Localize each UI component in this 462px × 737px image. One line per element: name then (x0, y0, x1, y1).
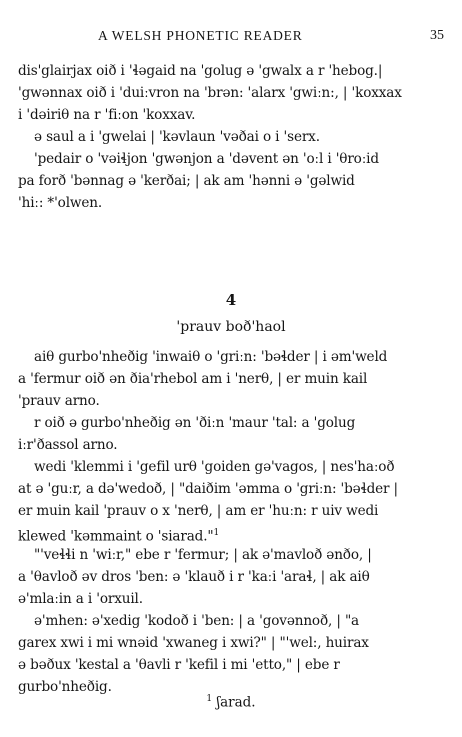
section-title: 'prauv boð'haol (176, 319, 286, 335)
text-line: iːr'ðassol arno. (18, 437, 118, 453)
text-line: pa forð 'bənnag ə 'kerðai; | ak am 'hənni ə 'gəlwid (18, 173, 355, 189)
page-number: 35 (430, 28, 444, 43)
text-line: ə'mhen: ə'xedig 'kodoð i 'ben: | a 'govənnoð, | "a (34, 613, 360, 629)
page-header (0, 28, 462, 48)
text-line: gurbo'nheðig. (18, 679, 112, 695)
text-line: dis'glairjax oið i 'ɬəgaid na 'golug ə 'gwalx a r 'hebog.| (18, 63, 383, 79)
text-line: aiθ gurbo'nheðig 'inwaiθ o 'griːn: 'bəɬder | i əm'weld (34, 349, 388, 365)
body-text-top (18, 60, 448, 214)
text-line: ə bəðux 'kestal a 'θavli r 'kefil i mi 'etto," | ebe r (18, 657, 340, 673)
text-line: r oið ə gurbo'nheðig ən 'ðiːn 'maur 'tal: a 'golug (34, 415, 356, 431)
text-line: "'veɬɬi n 'wiːr," ebe r 'fermur; | ak ə'mavloð ənðo, | (34, 547, 372, 563)
footnote-reference: 1 (213, 528, 220, 538)
text-line: er muin kail 'prauv o x 'nerθ, | am er 'huːn: r uiv wedi (18, 503, 379, 519)
text-line: 'gwənnax oið i 'duiːvron na 'brən: 'alarx 'gwiːn:, | 'koxxax (18, 85, 402, 101)
text-fragment: klewed 'kəmmaint o 'siarad." (18, 528, 214, 545)
footnote (0, 694, 462, 711)
section-number: 4 (225, 291, 237, 309)
text-line: a 'θavloð əv dros 'ben: ə 'klauð i r 'kaːi 'araɬ, | ak aiθ (18, 569, 370, 585)
text-line: ə'mlaːin a i 'orxuil. (18, 591, 143, 607)
text-line (18, 522, 448, 544)
text-line: ə saul a i 'gwelai | 'kəvlaun 'vəðai o i 'serx. (34, 129, 320, 145)
text-line: garex xwi i mi wnəid 'xwaneg i xwi?" | "'wel:, huirax (18, 635, 369, 651)
running-title: A WELSH PHONETIC READER (98, 28, 303, 43)
text-line: at ə 'guːr, a də'wedoð, | "daiðim 'əmma o 'griːn: 'bəɬder | (18, 481, 398, 497)
text-line: wedi 'klemmi i 'gefil urθ 'goiden gə'vagos, | nes'haːoð (34, 459, 395, 475)
text-line: 'pedair o 'vəiɬjon 'gwənjon a 'dəvent ən 'oːl i 'θroːid (34, 151, 379, 167)
footnote-marker: 1 (206, 694, 213, 704)
text-line: i 'dəiriθ na r 'fiːon 'koxxav. (18, 107, 196, 123)
text-line: 'prauv arno. (18, 393, 100, 409)
text-line: a 'fermur oið ən ðia'rhebol am i 'nerθ, | er muin kail (18, 371, 368, 387)
text-line: 'hiː: *'olwen. (18, 195, 103, 211)
footnote-text: ʃarad. (216, 694, 256, 711)
body-text-bottom (18, 346, 448, 698)
